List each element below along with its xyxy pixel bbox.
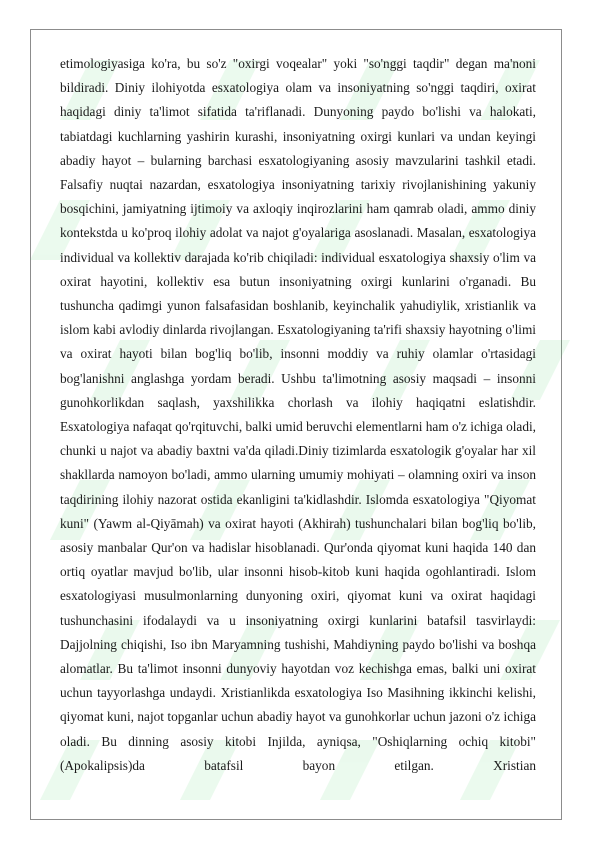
body-paragraph: etimologiyasiga ko'ra, bu so'z "oxirgi voqealar" yoki "so'nggi taqdir" degan ma'noni bildiradi. Diniy ilohiyotda esxatologiya olam va insoniyatning so'nggi taqdiri, oxirat haqidagi diniy ta'limot sifatida ta'riflanadi. Dunyoning paydo bo'lishi va halokati, tabiatdagi kuchlarning yashirin kurashi, insoniyatning oxirgi kunlari va undan keyingi abadiy hayot – bularning barchasi esxatologiyaning asosiy mavzularini tashkil etadi. Falsafiy nuqtai nazardan, esxatologiya insoniyatning tarixiy rivojlanishining yakuniy bosqichini, jamiyatning ijtimoiy va axloqiy inqirozlarini ham qamrab oladi, ammo diniy kontekstda u ko'proq ilohiy adolat va najot g'oyalariga asoslanadi. Masalan, esxatologiya individual va kollektiv darajada ko'rib chiqiladi: individual esxatologiya shaxsiy o'lim va oxirat hayotini, kollektiv esa butun insoniyatning oxirgi kunlarini o'rganadi. Bu tushuncha qadimgi yunon falsafasidan boshlanib, keyinchalik yahudiylik, xristianlik va islom kabi avlodiy dinlarda rivojlangan. Esxatologiyaning ta'rifi shaxsiy hayotning o'limi va oxirat hayoti bilan bog'liq bo'lib, insonni moddiy va ruhiy olamlar o'rtasidagi bog'lanishni anglashga yordam beradi. Ushbu ta'limotning asosiy maqsadi – insonni gunohkorlikdan saqlash, yaxshilikka chorlash va ilohiy haqiqatni eslatishdir. Esxatologiya nafaqat qo'rqituvchi, balki umid beruvchi elementlarni ham o'z ichiga oladi, chunki u najot va abadiy baxtni va'da qiladi.Diniy tizimlarda esxatologik g'oyalar har xil shakllarda namoyon bo'ladi, ammo ularning umumiy mohiyati – olamning oxiri va inson taqdirining ilohiy nazorat ostida ekanligini ta'kidlashdir. Islomda esxatologiya "Qiyomat kuni" (Yawm al-Qiyāmah) va oxirat hayoti (Akhirah) tushunchalari bilan bog'liq bo'lib, asosiy manbalar Qur'on va hadislar hisoblanadi. Qur'onda qiyomat kuni haqida 140 dan ortiq oyatlar mavjud bo'lib, ular insonni hisob-kitob kuni haqida ogohlantiradi. Islom esxatologiyasi musulmonlarning dunyoning oxiri, qiyomat kuni va oxirat haqidagi tushunchasini ifodalaydi va u insoniyatning oxirgi kunlarini batafsil tasvirlaydi: Dajjolning chiqishi, Iso ibn Maryamning tushishi, Mahdiyning paydo bo'lishi va boshqa alomatlar. Bu ta'limot insonni dunyoviy hayotdan voz kechishga emas, balki uni oxirat uchun tayyorlashga undaydi. Xristianlikda esxatologiya Iso Masihning ikkinchi kelishi, qiyomat kuni, najot topganlar uchun abadiy hayot va gunohkorlar uchun jazoni o'z ichiga oladi. Bu dinning asosiy kitobi Injilda, ayniqsa, "Oshiqlarning ochiq kitobi" (Apokalipsis)da batafsil bayon etilgan. Xristian [60,56,536,773]
